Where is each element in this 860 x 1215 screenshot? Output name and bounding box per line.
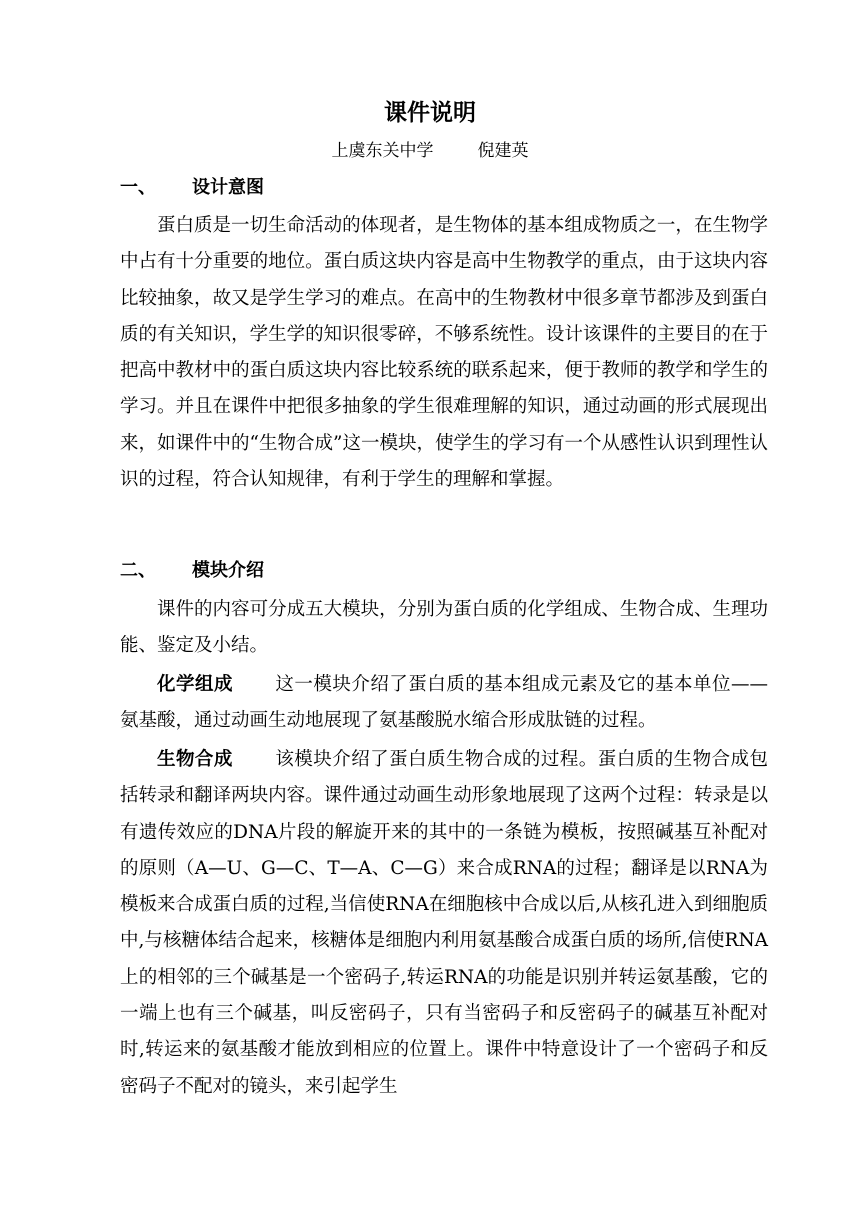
author-name: 倪建英 — [477, 141, 529, 161]
module-text-chemical: 这一模块介绍了蛋白质的基本组成元素及它的基本单位——氨基酸，通过动画生动地展现了氨基酸脱水缩合形成肽链的过程。 — [120, 674, 768, 732]
section-number-2: 二、 — [120, 560, 156, 581]
school-name: 上虞东关中学 — [331, 141, 434, 161]
document-title: 课件说明 — [384, 99, 476, 126]
module-text-synthesis: 该模块介绍了蛋白质生物合成的过程。蛋白质的生物合成包括转录和翻译两块内容。课件通过动画生动形象地展现了这两个过程：转录是以有遗传效应的DNA片段的解旋开来的其中的一条链为模板，按照碱基互补配对的原则（A—U、G—C、T—A、C—G）来合成RNA的过程；翻译是以RNA为模板来合成蛋白质的过程,当信使RNA在细胞核中合成以后,从核孔进入到细胞质中,与核糖体结合起来，核糖体是细胞内利用氨基酸合成蛋白质的场所,信使RNA上的相邻的三个碱基是一个密码子,转运RNA的功能是识别并转运氨基酸，它的一端上也有三个碱基，叫反密码子，只有当密码子和反密码子的碱基互补配对时,转运来的氨基酸才能放到相应的位置上。课件中特意设计了一个密码子和反密码子不配对的镜头，来引起学生 — [120, 749, 768, 1097]
section-heading-2 — [120, 557, 264, 585]
section-number-1: 一、 — [120, 177, 156, 198]
section-heading-1 — [120, 174, 264, 202]
section-title-1: 设计意图 — [192, 177, 264, 198]
section-title-2: 模块介绍 — [192, 560, 264, 581]
paragraph-module-intro: 课件的内容可分成五大模块，分别为蛋白质的化学组成、生物合成、生理功能、鉴定及小结。 — [120, 599, 768, 657]
paragraph-module-chemical — [120, 667, 768, 740]
module-name-synthesis: 生物合成 — [157, 749, 233, 770]
paragraph-module-synthesis — [120, 742, 768, 1105]
byline — [0, 138, 860, 164]
module-name-chemical: 化学组成 — [157, 674, 233, 695]
paragraph-design-intent: 蛋白质是一切生命活动的体现者，是生物体的基本组成物质之一，在生物学中占有十分重要的地位。蛋白质这块内容是高中生物教学的重点，由于这块内容比较抽象，故又是学生学习的难点。在高中的生物教材中很多章节都涉及到蛋白质的有关知识，学生学的知识很零碎，不够系统性。设计该课件的主要目的在于把高中教材中的蛋白质这块内容比较系统的联系起来，便于教师的教学和学生的学习。并且在课件中把很多抽象的学生很难理解的知识，通过动画的形式展现出来，如课件中的“生物合成”这一模块，使学生的学习有一个从感性认识到理性认识的过程，符合认知规律，有利于学生的理解和掌握。 — [120, 215, 768, 491]
